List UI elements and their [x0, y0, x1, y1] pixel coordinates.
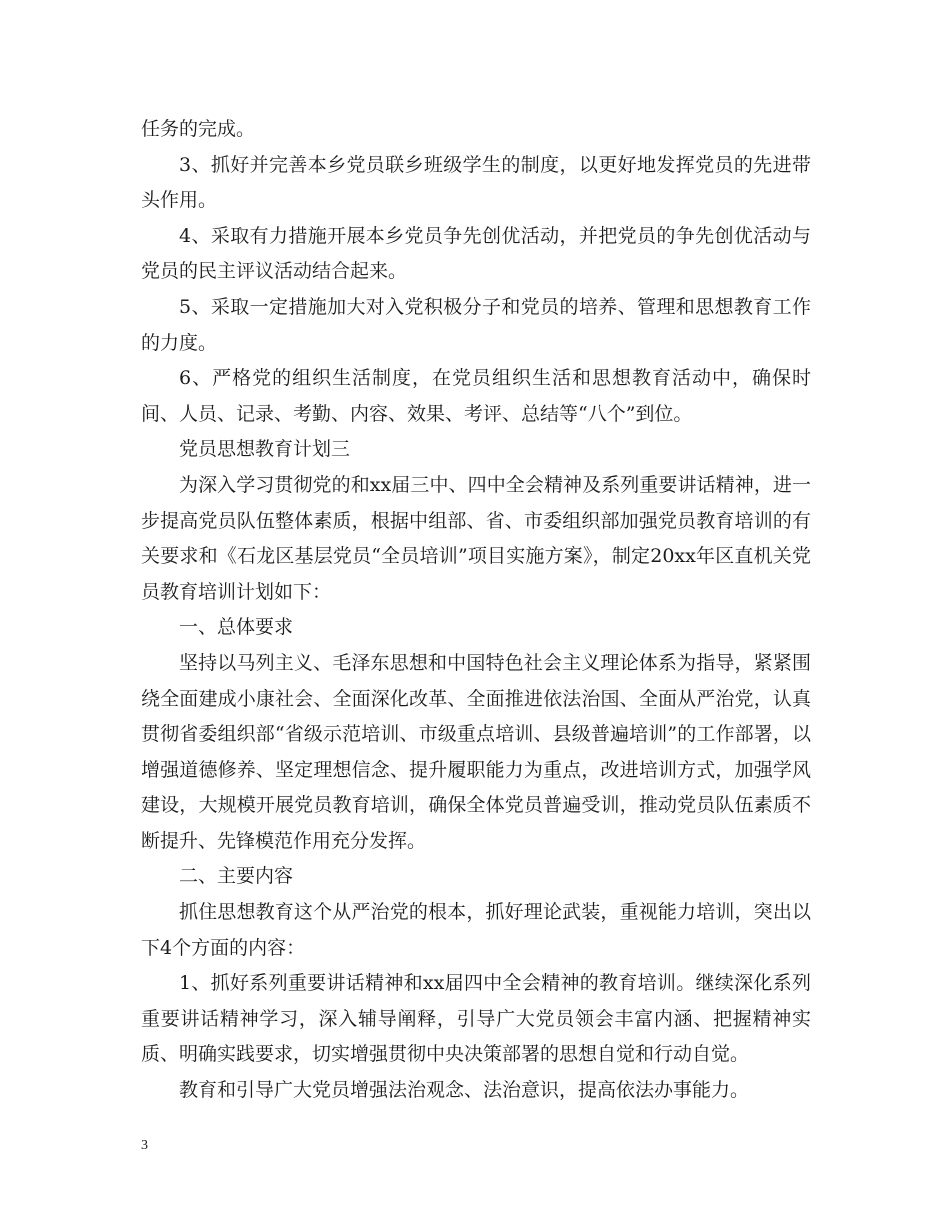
- page-number: 3: [141, 1138, 148, 1153]
- section-heading-general-requirements: 一、总体要求: [179, 616, 294, 639]
- paragraph-12: 1、抓好系列重要讲话精神和xx届四中全会精神的教育培训。继续深化系列重要讲话精神学习，深入辅导阐释，引导广大党员领会丰富内涵、把握精神实质、明确实践要求，切实增强贯彻中央决策部署的思想自觉和行动自觉。: [141, 972, 811, 1066]
- section-heading-plan-three: 党员思想教育计划三: [179, 438, 351, 461]
- paragraph-3: 4、采取有力措施开展本乡党员争先创优活动，并把党员的争先创优活动与党员的民主评议活动结合起来。: [141, 224, 811, 283]
- paragraph-11: 抓住思想教育这个从严治党的根本，抓好理论武装，重视能力培训，突出以下4个方面的内容：: [141, 901, 811, 959]
- paragraph-13: 教育和引导广大党员增强法治观念、法治意识，提高依法办事能力。: [179, 1079, 750, 1102]
- paragraph-7: 为深入学习贯彻党的和xx届三中、四中全会精神及系列重要讲话精神，进一步提高党员队伍整体素质，根据中组部、省、市委组织部加强党员教育培训的有关要求和《石龙区基层党员“全员培训”项目实施方案》，制定20xx年区直机关党员教育培训计划如下：: [141, 473, 811, 603]
- paragraph-5: 6、严格党的组织生活制度，在党员组织生活和思想教育活动中，确保时间、人员、记录、考勤、内容、效果、考评、总结等“八个”到位。: [141, 367, 811, 425]
- paragraph-1: 任务的完成。: [141, 118, 256, 140]
- paragraph-4: 5、采取一定措施加大对入党积极分子和党员的培养、管理和思想教育工作的力度。: [141, 295, 811, 354]
- section-heading-main-content: 二、主要内容: [179, 865, 294, 888]
- document-body: [141, 112, 811, 1109]
- paragraph-2: 3、抓好并完善本乡党员联乡班级学生的制度，以更好地发挥党员的先进带头作用。: [141, 153, 811, 212]
- paragraph-9: 坚持以马列主义、毛泽东思想和中国特色社会主义理论体系为指导，紧紧围绕全面建成小康社会、全面深化改革、全面推进依法治国、全面从严治党，认真贯彻省委组织部“省级示范培训、市级重点培训、县级普遍培训”的工作部署，以增强道德修养、坚定理想信念、提升履职能力为重点，改进培训方式，加强学风建设，大规模开展党员教育培训，确保全体党员普遍受训，推动党员队伍素质不断提升、先锋模范作用充分发挥。: [141, 651, 811, 852]
